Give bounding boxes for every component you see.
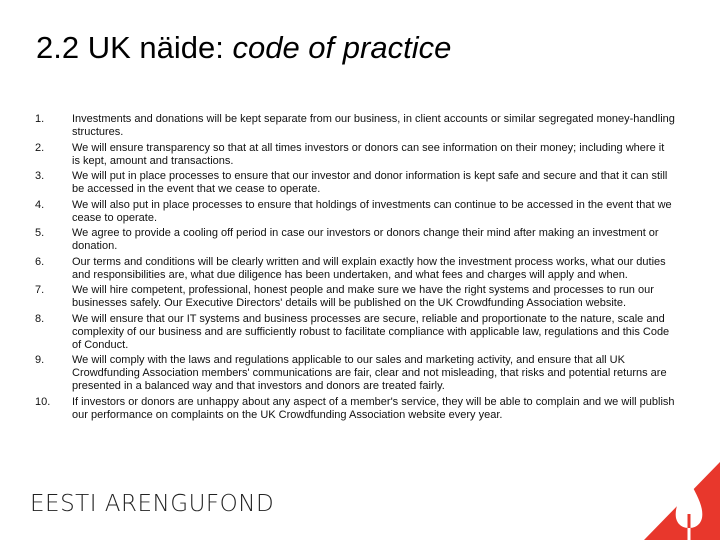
- item-text: We will ensure that our IT systems and business processes are secure, reliable and proportionate to the nature, scale and complexity of our business and are sufficiently robust to facilitate compliance with applicable law, regulations and this Code of Conduct.: [72, 312, 670, 351]
- list-item: [35, 142, 675, 168]
- tree-icon: [644, 462, 720, 540]
- item-text: We will put in place processes to ensure that our investor and donor information is kept safe and secure and that it can still be accessed in the event that we cease to operate.: [72, 170, 668, 195]
- item-number: 8.: [35, 312, 45, 325]
- list-item: [35, 284, 675, 310]
- title-prefix: 2.2 UK näide:: [36, 30, 233, 65]
- item-number: 5.: [35, 227, 45, 239]
- item-text: Our terms and conditions will be clearly written and will explain exactly how the investment process works, what our duties and responsibilities are, what due diligence has been undertaken, and what fees and charges will apply and when.: [72, 255, 666, 281]
- list-item: [35, 256, 675, 282]
- list-item: [35, 313, 675, 352]
- item-number: 10.: [35, 395, 51, 408]
- item-number: 2.: [35, 141, 45, 154]
- item-text: Investments and donations will be kept separate from our business, in client accounts or similar segregated money-handling structures.: [72, 113, 675, 138]
- title-emphasis: code of practice: [232, 30, 452, 65]
- trunk-base: [688, 528, 691, 540]
- list-item: [35, 354, 675, 393]
- item-number: 1.: [35, 113, 45, 125]
- list-item: [35, 227, 675, 253]
- page-title: [36, 30, 451, 66]
- list-item: [35, 113, 675, 139]
- eesti-arengufond-logo: EESTI ARENGUFOND: [30, 491, 275, 517]
- item-number: 4.: [35, 198, 45, 211]
- item-text: We will also put in place processes to ensure that holdings of investments can continue to be accessed in the event that we cease to operate.: [72, 198, 672, 224]
- item-number: 7.: [35, 284, 45, 296]
- item-text: We will comply with the laws and regulations applicable to our sales and marketing activity, and ensure that all UK Crowdfunding Association members' communications are fair, clear and not misleading, that risks and potential returns are presented in a balanced way and that investors and donors are treated fairly.: [72, 354, 667, 392]
- item-number: 3.: [35, 170, 45, 182]
- item-number: 6.: [35, 255, 45, 268]
- item-text: We will ensure transparency so that at all times investors or donors can see information on their money; including where it is kept, amount and transactions.: [72, 141, 665, 167]
- list-item: [35, 199, 675, 225]
- item-text: We will hire competent, professional, honest people and make sure we have the right systems and processes to run our businesses safely. Our Executive Directors' details will be published on the UK Crowdfunding Association website.: [72, 284, 654, 309]
- item-number: 9.: [35, 354, 45, 366]
- list-item: [35, 170, 675, 196]
- list-item: [35, 396, 675, 422]
- item-text: We agree to provide a cooling off period in case our investors or donors change their mind after making an investment or donation.: [72, 227, 659, 252]
- item-text: If investors or donors are unhappy about any aspect of a member's service, they will be able to complain and we will publish our performance on complaints on the UK Crowdfunding Association website every year.: [72, 395, 675, 421]
- code-of-practice-list: [35, 113, 675, 424]
